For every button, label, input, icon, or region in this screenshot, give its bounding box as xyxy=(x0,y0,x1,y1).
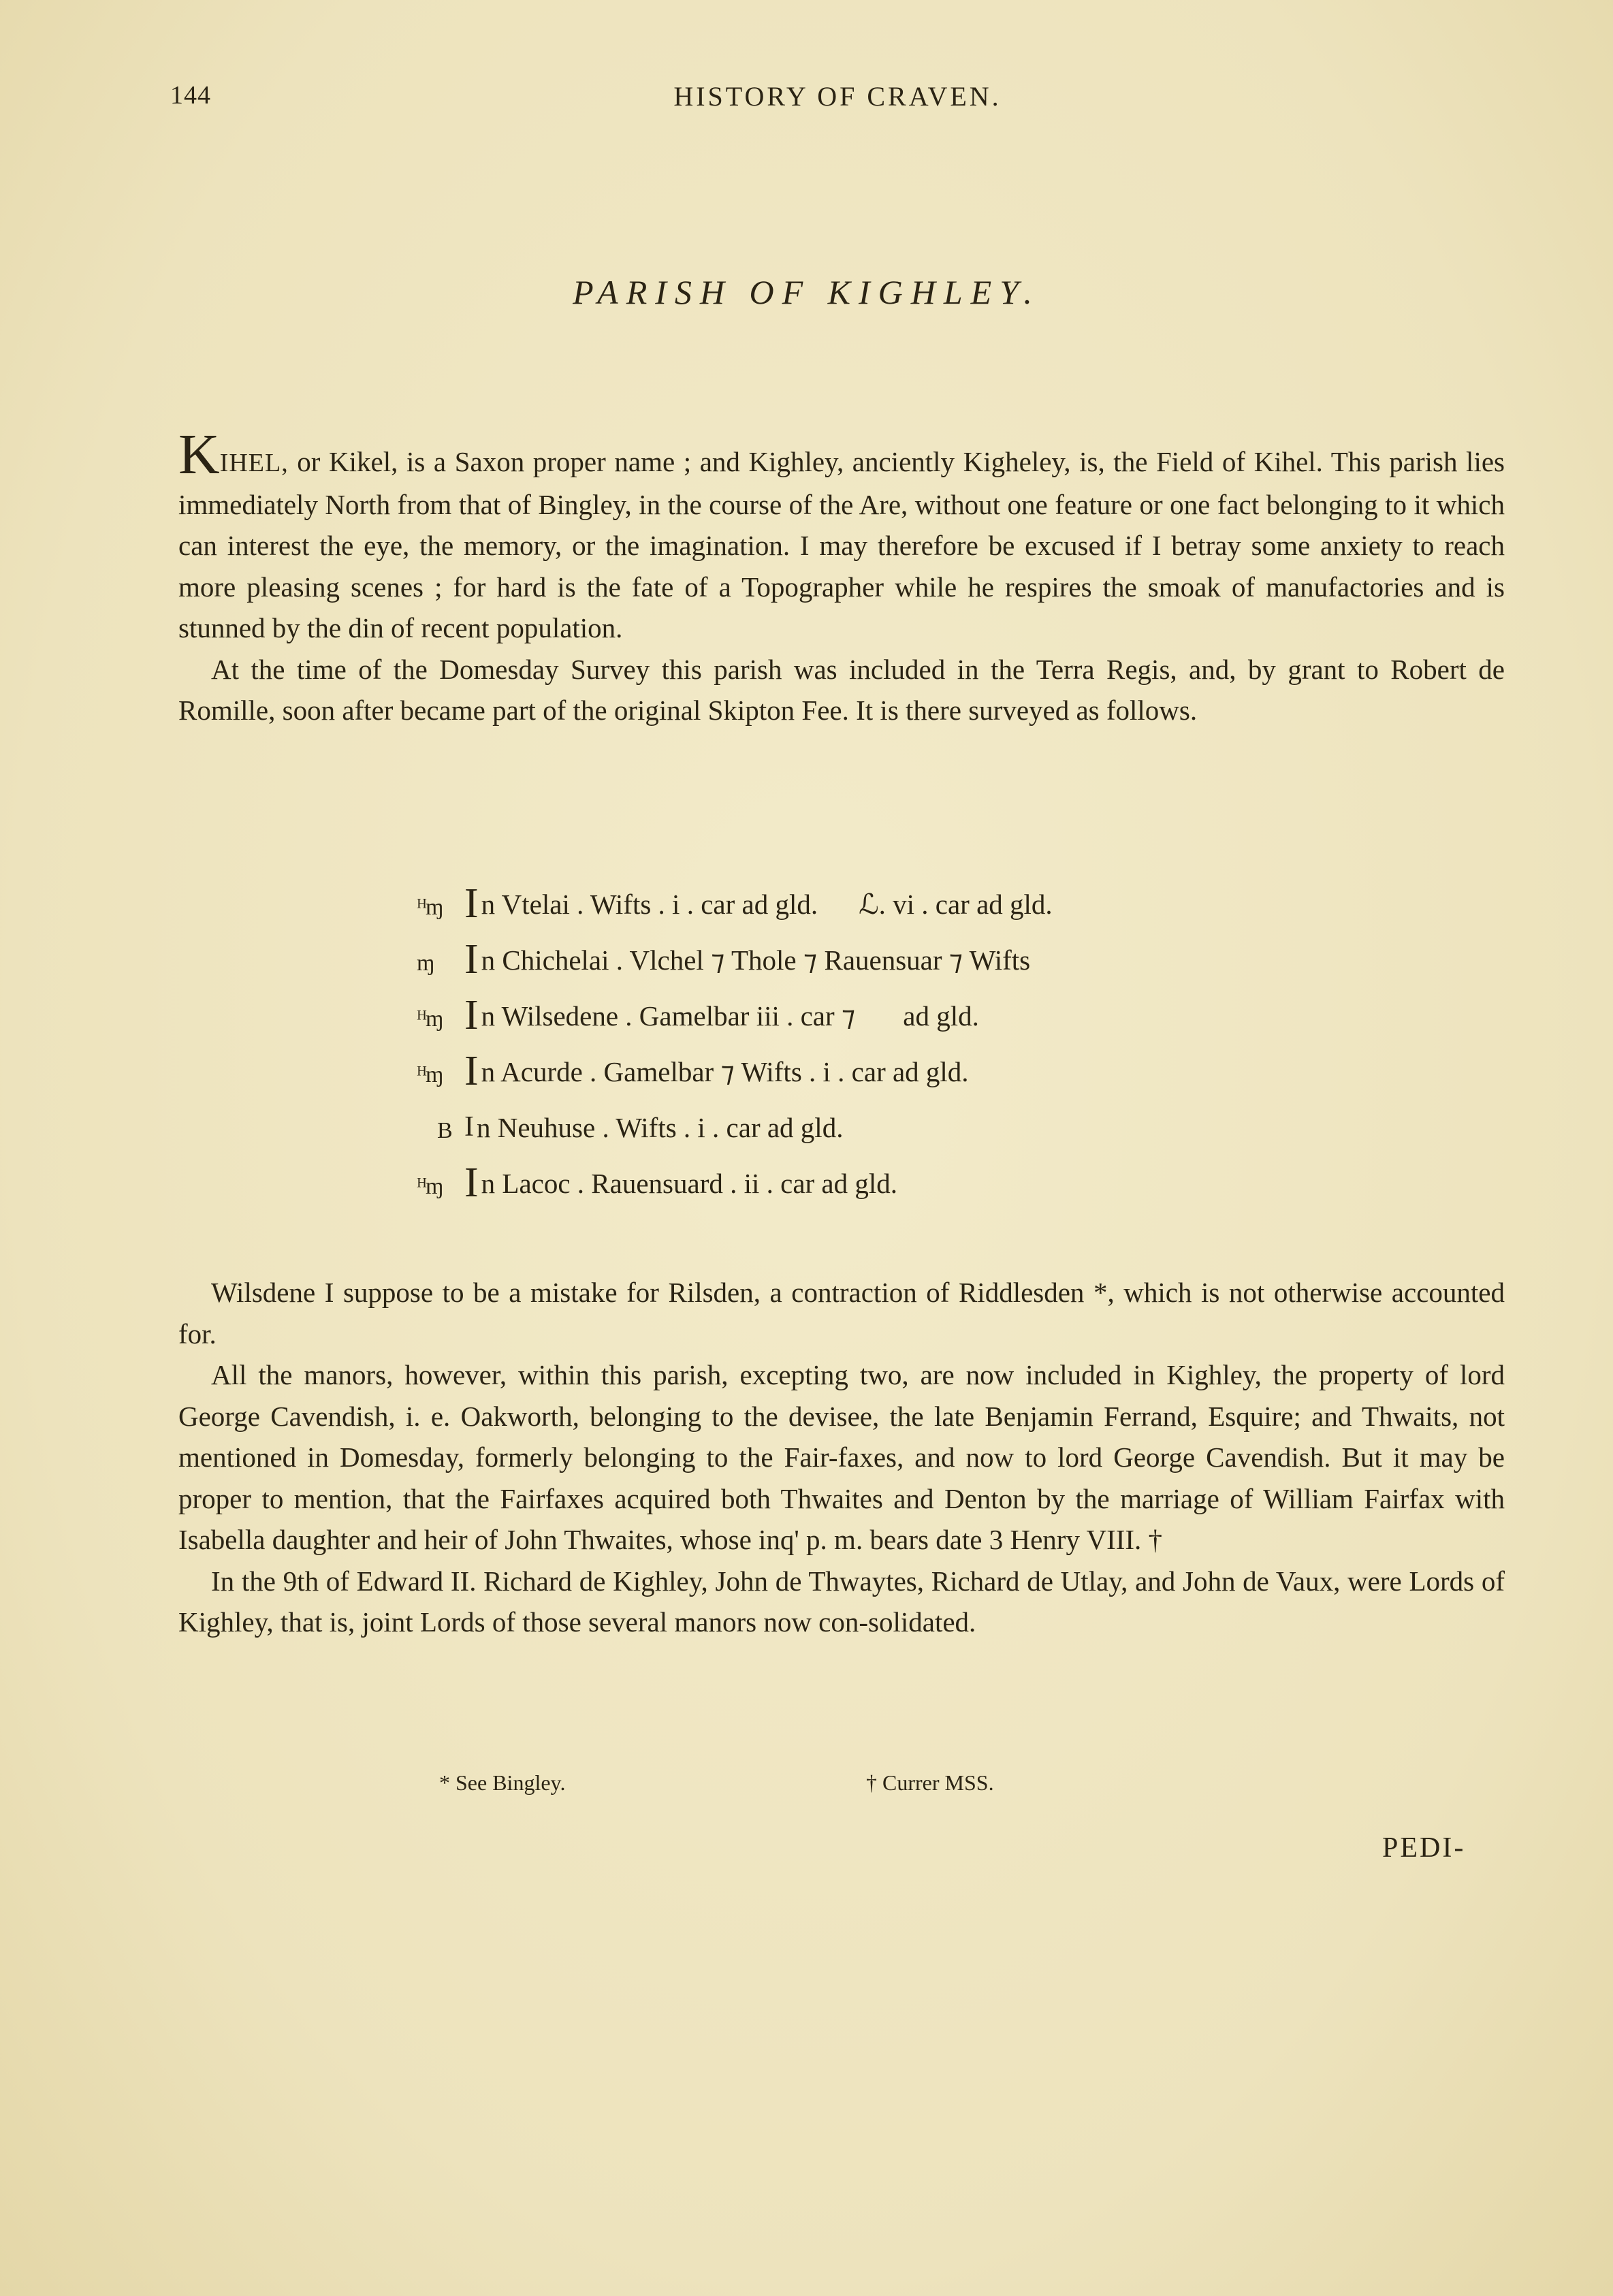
running-head xyxy=(170,80,1505,121)
manor-sigil: ᴴɱ xyxy=(417,1174,443,1199)
entry-extra: ℒ. vi . car ad gld. xyxy=(859,889,1053,920)
paragraph-1 xyxy=(178,423,1505,649)
drop-cap: K xyxy=(178,423,220,486)
initial-i: I xyxy=(464,1111,474,1143)
entry-text: n Wilsedene . Gamelbar iii . car ⁊ xyxy=(481,1000,856,1032)
entry-text: n Vtelai . Wifts . i . car ad gld. xyxy=(481,889,818,920)
entry-text: n Lacoc . Rauensuard . ii . car ad gld. xyxy=(481,1168,898,1199)
domesday-extract xyxy=(417,865,1302,1206)
manor-sigil: ɱ xyxy=(417,951,434,976)
domesday-entry xyxy=(417,976,1302,1038)
paragraph-3: Wilsdene I suppose to be a mistake for Rilsden, a contraction of Riddlesden *, which is not otherwise accounted for. xyxy=(178,1277,1505,1350)
section-title: PARISH OF KIGHLEY. xyxy=(573,273,1040,311)
initial-i: I xyxy=(464,992,479,1038)
body-text xyxy=(178,1272,1505,1643)
manor-sigil: ᴴɱ xyxy=(417,895,443,920)
footnote-1: * See Bingley. xyxy=(439,1770,566,1795)
domesday-entry xyxy=(417,1088,1302,1144)
entry-text: n Acurde . Gamelbar ⁊ Wifts . i . car ad gld. xyxy=(481,1056,969,1087)
initial-i: I xyxy=(464,1048,479,1094)
paragraph-5: In the 9th of Edward II. Richard de Kighley, John de Thwaytes, Richard de Utlay, and John de Vaux, were Lords of Kighley, that is, joint Lords of those several manors now con-solidated. xyxy=(178,1565,1505,1638)
initial-i: I xyxy=(464,1160,479,1206)
domesday-entry xyxy=(417,865,1302,927)
domesday-entry xyxy=(417,1144,1302,1206)
initial-i: I xyxy=(464,880,479,927)
catchword: PEDI- xyxy=(1382,1832,1466,1864)
initial-i: I xyxy=(464,936,479,983)
intro-text xyxy=(178,423,1505,731)
domesday-entry xyxy=(417,1032,1302,1094)
entry-extra: ad gld. xyxy=(903,1000,979,1032)
page-number: 144 xyxy=(170,81,211,110)
first-word: IHEL, xyxy=(219,449,289,477)
footnote-2: † Currer MSS. xyxy=(866,1770,994,1795)
manor-sigil: ᴴɱ xyxy=(417,1006,443,1032)
entry-text: n Neuhuse . Wifts . i . car ad gld. xyxy=(477,1112,844,1143)
manor-sigil: B xyxy=(437,1118,451,1143)
paragraph-2: At the time of the Domesday Survey this parish was included in the Terra Regis, and, by grant to Robert de Romille, soon after became part of the original Skipton Fee. It is there surveyed as follows. xyxy=(178,653,1505,726)
entry-text: n Chichelai . Vlchel ⁊ Thole ⁊ Rauensuar ⁊ Wifts xyxy=(481,944,1031,976)
manor-sigil: ᴴɱ xyxy=(417,1062,443,1087)
paragraph-4: All the manors, however, within this parish, excepting two, are now included in Kighley, the property of lord George Cavendish, i. e. Oakworth, belonging to the devisee, the late Benjamin Ferrand, Esquire; and Thwaits, not mentioned in Domesday, formerly belonging to the Fair-faxes, and now to lord George Cavendish. But it may be proper to mention, that the Fairfaxes acquired both Thwaites and Denton by the marriage of William Fairfax with Isabella daughter and heir of John Thwaites, whose inq' p. m. bears date 3 Henry VIII. † xyxy=(178,1359,1505,1555)
running-title: HISTORY OF CRAVEN. xyxy=(673,81,1002,112)
domesday-entry xyxy=(417,921,1302,983)
paragraph-1-text: or Kikel, is a Saxon proper name ; and Kighley, anciently Kigheley, is, the Field of Kihel. This parish lies immediately North from that of Bingley, in the course of the Are, without one feature or one fact belonging to it which can interest the eye, the memory, or the imagination. I may therefore be excused if I betray some anxiety to reach more pleasing scenes ; for hard is the fate of a Topographer while he respires the smoak of manufactories and is stunned by the din of recent population. xyxy=(178,446,1505,643)
